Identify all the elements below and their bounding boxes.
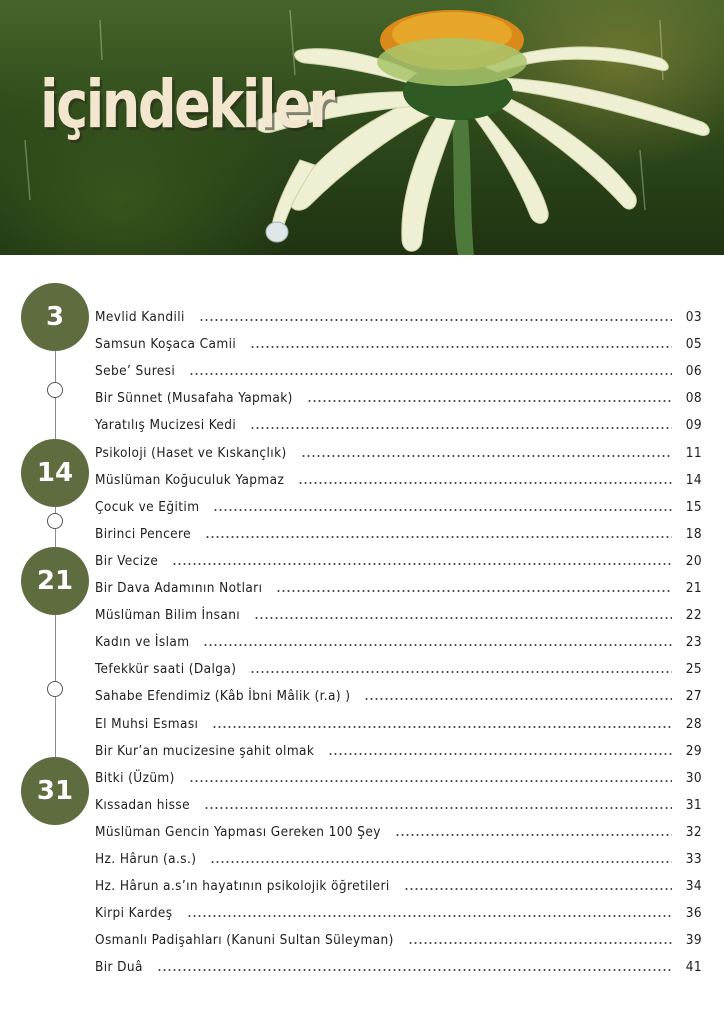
toc-entry-page: 22 xyxy=(685,607,702,624)
toc-entry-page: 31 xyxy=(685,796,702,813)
toc-entry-title: Müslüman Bilim İnsanı xyxy=(95,607,241,624)
toc-entry[interactable] xyxy=(95,524,702,544)
dot-leader xyxy=(199,319,672,321)
page-title: içindekiler xyxy=(40,66,333,143)
toc-entry[interactable] xyxy=(95,334,702,354)
dot-leader xyxy=(276,590,672,592)
toc-entry[interactable] xyxy=(95,957,702,977)
toc-entry-page: 09 xyxy=(685,417,702,434)
toc-entry[interactable] xyxy=(95,578,702,598)
dot-leader xyxy=(157,969,672,971)
toc-entry-page: 05 xyxy=(685,336,702,353)
timeline-node xyxy=(47,513,63,529)
toc-entry-title: Kadın ve İslam xyxy=(95,634,190,651)
toc-entry-title: Hz. Hârun (a.s.) xyxy=(95,851,197,867)
toc-entry-title: Bir Duâ xyxy=(95,959,143,976)
dot-leader xyxy=(364,698,672,700)
dot-leader xyxy=(210,861,672,863)
section-badge: 21 xyxy=(21,547,89,615)
toc-entry-title: Bitki (Üzüm) xyxy=(95,769,175,786)
toc-entry-title: Sahabe Efendimiz (Kâb İbni Mâlik (r.a) ) xyxy=(95,688,351,705)
dot-leader xyxy=(298,482,672,484)
toc-entry[interactable] xyxy=(95,551,702,571)
toc-entry[interactable] xyxy=(95,822,702,842)
toc-entry-title: Müslüman Gencin Yapması Gereken 100 Şey xyxy=(95,823,381,840)
dot-leader xyxy=(250,671,672,673)
timeline-node xyxy=(47,382,63,398)
dot-leader xyxy=(204,807,672,809)
toc-entry-page: 11 xyxy=(685,444,702,461)
section-badge: 3 xyxy=(21,283,89,351)
toc-entry-title: Bir Vecize xyxy=(95,552,159,569)
toc-entry[interactable] xyxy=(95,714,702,734)
dot-leader xyxy=(189,373,672,375)
toc-entry[interactable] xyxy=(95,903,702,923)
dot-leader xyxy=(404,888,672,890)
toc-entry-page: 28 xyxy=(685,715,702,732)
dot-leader xyxy=(250,346,672,348)
dot-leader xyxy=(203,644,672,646)
toc-entry[interactable] xyxy=(95,659,702,679)
toc-entry-title: Hz. Hârun a.s’ın hayatının psikolojik öğretileri xyxy=(95,878,390,895)
toc-entry-title: Osmanlı Padişahları (Kanuni Sultan Süleyman) xyxy=(95,932,394,949)
dot-leader xyxy=(328,753,672,755)
toc-entry-page: 32 xyxy=(685,823,702,840)
toc-entry-title: Samsun Koşaca Camii xyxy=(95,336,237,353)
toc-entry-page: 36 xyxy=(685,905,702,922)
table-of-contents xyxy=(0,255,724,1024)
dot-leader xyxy=(187,915,672,917)
dot-leader xyxy=(172,563,672,565)
toc-entry-title: Sebe’ Suresi xyxy=(95,363,176,380)
dot-leader xyxy=(307,400,672,402)
toc-entry-title: Çocuk ve Eğitim xyxy=(95,498,200,515)
toc-entry-title: Birinci Pencere xyxy=(95,525,192,542)
toc-entry-page: 30 xyxy=(685,769,702,786)
dot-leader xyxy=(408,942,672,944)
section-badge: 31 xyxy=(21,757,89,825)
toc-entry-title: Tefekkür saati (Dalga) xyxy=(95,661,237,678)
toc-entry-page: 21 xyxy=(685,580,702,596)
toc-entry-title: Kıssadan hisse xyxy=(95,796,190,813)
dot-leader xyxy=(213,509,672,511)
toc-entry-page: 18 xyxy=(685,525,702,542)
toc-entry[interactable] xyxy=(95,741,702,761)
toc-entry-page: 03 xyxy=(685,309,702,325)
toc-entry[interactable] xyxy=(95,388,702,408)
dot-leader xyxy=(301,455,672,457)
toc-entry-page: 27 xyxy=(685,688,702,705)
dot-leader xyxy=(250,427,672,429)
toc-entry-page: 14 xyxy=(685,471,702,488)
toc-entry[interactable] xyxy=(95,497,702,517)
toc-entry-page: 25 xyxy=(685,661,702,678)
toc-entry[interactable] xyxy=(95,470,702,490)
dot-leader xyxy=(205,536,672,538)
dot-leader xyxy=(395,834,672,836)
toc-entry-title: Kirpi Kardeş xyxy=(95,905,173,922)
toc-entry[interactable] xyxy=(95,443,702,463)
toc-entry-page: 33 xyxy=(685,851,702,867)
toc-entry[interactable] xyxy=(95,930,702,950)
toc-entry-page: 23 xyxy=(685,634,702,651)
dot-leader xyxy=(189,780,672,782)
toc-entry[interactable] xyxy=(95,768,702,788)
dot-leader xyxy=(254,617,672,619)
toc-entry-title: Bir Kur’an mucizesine şahit olmak xyxy=(95,742,315,759)
toc-entry[interactable] xyxy=(95,361,702,381)
dot-leader xyxy=(212,726,672,728)
toc-entry-page: 29 xyxy=(685,742,702,759)
toc-entry-page: 39 xyxy=(685,932,702,949)
toc-entry[interactable] xyxy=(95,605,702,625)
toc-entry[interactable] xyxy=(95,795,702,815)
toc-entry[interactable] xyxy=(95,307,702,327)
toc-entry-page: 34 xyxy=(685,878,702,895)
toc-entry[interactable] xyxy=(95,876,702,896)
toc-entry-page: 41 xyxy=(685,959,702,976)
toc-entry-title: El Muhsi Esması xyxy=(95,715,199,732)
toc-entry-title: Yaratılış Mucizesi Kedi xyxy=(95,417,237,434)
toc-entry-title: Bir Sünnet (Musafaha Yapmak) xyxy=(95,390,293,407)
timeline-node xyxy=(47,681,63,697)
toc-entry[interactable] xyxy=(95,415,702,435)
toc-entry-title: Müslüman Koğuculuk Yapmaz xyxy=(95,471,285,488)
toc-entry-page: 20 xyxy=(685,552,702,569)
toc-entry-title: Mevlid Kandili xyxy=(95,309,185,325)
toc-entry-title: Bir Dava Adamının Notları xyxy=(95,580,263,596)
toc-entry[interactable] xyxy=(95,849,702,869)
header-banner xyxy=(0,0,724,255)
toc-entry-page: 08 xyxy=(685,390,702,407)
section-badge: 14 xyxy=(21,439,89,507)
toc-entry-page: 06 xyxy=(685,363,702,380)
toc-entry[interactable] xyxy=(95,686,702,706)
toc-entry-page: 15 xyxy=(685,498,702,515)
toc-entry[interactable] xyxy=(95,632,702,652)
toc-entry-title: Psikoloji (Haset ve Kıskançlık) xyxy=(95,444,287,461)
